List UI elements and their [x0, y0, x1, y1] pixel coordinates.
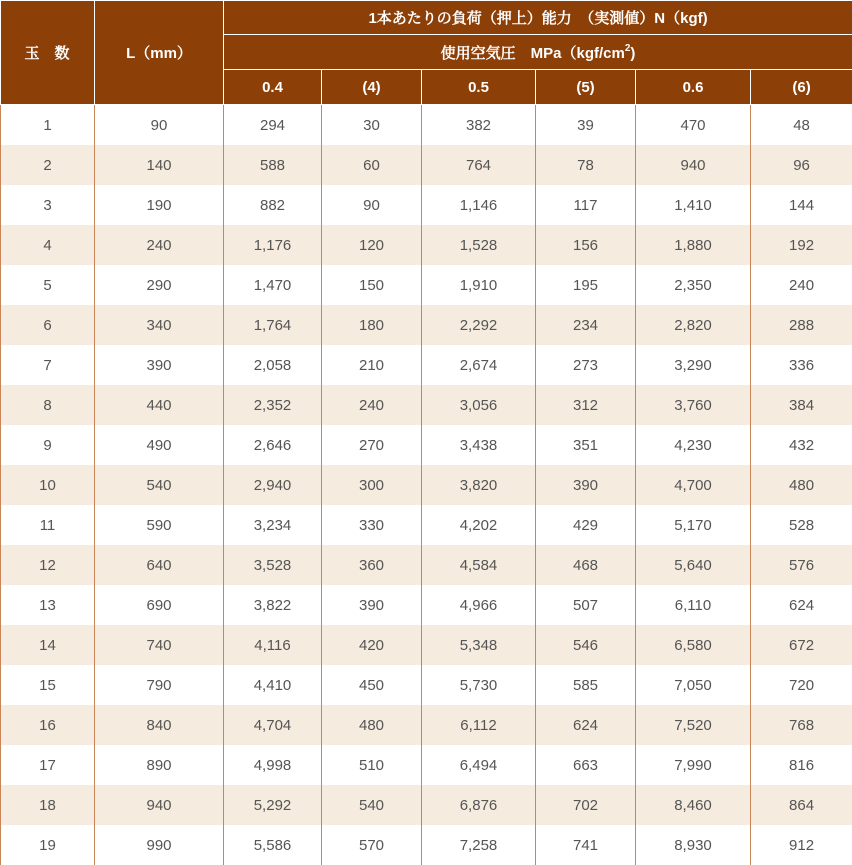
- load-0-6-cell: 5,170: [636, 505, 751, 545]
- load-0-5-cell: 5,348: [422, 625, 536, 665]
- load-6-cell: 576: [751, 545, 852, 585]
- load-0-5-cell: 6,112: [422, 705, 536, 745]
- load-5-cell: 468: [536, 545, 636, 585]
- table-row: [1, 425, 852, 465]
- load-4-cell: 90: [322, 185, 422, 225]
- load-4-cell: 360: [322, 545, 422, 585]
- load-0-4-cell: 2,646: [224, 425, 322, 465]
- load-6-cell: 96: [751, 145, 852, 185]
- table-row: [1, 185, 852, 225]
- ball-count-header-char-2: 数: [54, 45, 71, 62]
- load-0-5-cell: 1,910: [422, 265, 536, 305]
- load-0-5-cell: 2,292: [422, 305, 536, 345]
- load-6-cell: 48: [751, 105, 852, 146]
- load-5-cell: 156: [536, 225, 636, 265]
- ball-count-cell: 1: [1, 105, 95, 146]
- length-cell: 340: [95, 305, 224, 345]
- load-6-cell: 480: [751, 465, 852, 505]
- load-6-cell: 624: [751, 585, 852, 625]
- load-0-6-cell: 3,760: [636, 385, 751, 425]
- load-5-cell: 624: [536, 705, 636, 745]
- load-0-5-cell: 3,056: [422, 385, 536, 425]
- load-5-cell: 117: [536, 185, 636, 225]
- length-cell: 590: [95, 505, 224, 545]
- ball-count-cell: 18: [1, 785, 95, 825]
- load-0-4-cell: 1,176: [224, 225, 322, 265]
- table-row: [1, 225, 852, 265]
- load-6-cell: 192: [751, 225, 852, 265]
- load-0-4-cell: 294: [224, 105, 322, 146]
- load-0-6-cell: 6,110: [636, 585, 751, 625]
- load-0-4-cell: 1,764: [224, 305, 322, 345]
- load-5-cell: 273: [536, 345, 636, 385]
- length-header: L（mm）: [95, 1, 224, 105]
- pressure-column-header: (5): [536, 70, 636, 105]
- length-cell: 90: [95, 105, 224, 146]
- air-pressure-header-suffix: ): [630, 44, 636, 62]
- load-0-4-cell: 2,940: [224, 465, 322, 505]
- ball-count-cell: 4: [1, 225, 95, 265]
- length-cell: 240: [95, 225, 224, 265]
- pressure-column-header: (6): [751, 70, 852, 105]
- load-0-5-cell: 7,258: [422, 825, 536, 865]
- table-row: [1, 465, 852, 505]
- load-6-cell: 768: [751, 705, 852, 745]
- ball-count-cell: 11: [1, 505, 95, 545]
- load-0-5-cell: 2,674: [422, 345, 536, 385]
- load-6-cell: 912: [751, 825, 852, 865]
- load-0-6-cell: 7,050: [636, 665, 751, 705]
- load-capacity-group-header: 1本あたりの負荷（押上）能力 （実測値）N（kgf): [224, 1, 852, 35]
- load-6-cell: 240: [751, 265, 852, 305]
- table-row: [1, 345, 852, 385]
- load-6-cell: 384: [751, 385, 852, 425]
- load-0-6-cell: 6,580: [636, 625, 751, 665]
- load-0-6-cell: 470: [636, 105, 751, 146]
- table-header: [1, 1, 852, 105]
- load-0-6-cell: 940: [636, 145, 751, 185]
- load-0-6-cell: 7,990: [636, 745, 751, 785]
- load-5-cell: 312: [536, 385, 636, 425]
- load-6-cell: 672: [751, 625, 852, 665]
- length-cell: 540: [95, 465, 224, 505]
- load-4-cell: 150: [322, 265, 422, 305]
- load-0-6-cell: 2,350: [636, 265, 751, 305]
- load-4-cell: 510: [322, 745, 422, 785]
- load-0-6-cell: 4,700: [636, 465, 751, 505]
- load-5-cell: 585: [536, 665, 636, 705]
- load-0-4-cell: 4,116: [224, 625, 322, 665]
- load-0-5-cell: 3,820: [422, 465, 536, 505]
- length-cell: 790: [95, 665, 224, 705]
- length-cell: 640: [95, 545, 224, 585]
- load-0-5-cell: 4,202: [422, 505, 536, 545]
- ball-count-cell: 8: [1, 385, 95, 425]
- load-4-cell: 420: [322, 625, 422, 665]
- table-row: [1, 745, 852, 785]
- length-cell: 190: [95, 185, 224, 225]
- load-6-cell: 432: [751, 425, 852, 465]
- air-pressure-header: [224, 35, 852, 70]
- table-row: [1, 825, 852, 865]
- load-5-cell: 390: [536, 465, 636, 505]
- ball-count-cell: 14: [1, 625, 95, 665]
- load-4-cell: 390: [322, 585, 422, 625]
- length-cell: 940: [95, 785, 224, 825]
- load-5-cell: 429: [536, 505, 636, 545]
- load-5-cell: 663: [536, 745, 636, 785]
- length-cell: 440: [95, 385, 224, 425]
- load-4-cell: 60: [322, 145, 422, 185]
- length-cell: 140: [95, 145, 224, 185]
- load-6-cell: 288: [751, 305, 852, 345]
- load-4-cell: 30: [322, 105, 422, 146]
- table-row: [1, 665, 852, 705]
- ball-count-header: [1, 1, 95, 105]
- load-6-cell: 816: [751, 745, 852, 785]
- table-row: [1, 585, 852, 625]
- length-cell: 890: [95, 745, 224, 785]
- load-5-cell: 507: [536, 585, 636, 625]
- ball-count-cell: 3: [1, 185, 95, 225]
- table-row: [1, 705, 852, 745]
- load-4-cell: 180: [322, 305, 422, 345]
- ball-count-cell: 13: [1, 585, 95, 625]
- load-0-6-cell: 7,520: [636, 705, 751, 745]
- pressure-column-header: 0.4: [224, 70, 322, 105]
- load-5-cell: 39: [536, 105, 636, 146]
- table-row: [1, 625, 852, 665]
- load-0-4-cell: 2,058: [224, 345, 322, 385]
- load-0-5-cell: 4,584: [422, 545, 536, 585]
- load-0-5-cell: 382: [422, 105, 536, 146]
- pressure-column-header: 0.5: [422, 70, 536, 105]
- load-5-cell: 351: [536, 425, 636, 465]
- length-cell: 290: [95, 265, 224, 305]
- load-5-cell: 78: [536, 145, 636, 185]
- load-4-cell: 540: [322, 785, 422, 825]
- load-0-5-cell: 6,494: [422, 745, 536, 785]
- ball-count-cell: 19: [1, 825, 95, 865]
- length-cell: 690: [95, 585, 224, 625]
- load-6-cell: 720: [751, 665, 852, 705]
- table-row: [1, 145, 852, 185]
- load-0-4-cell: 4,410: [224, 665, 322, 705]
- ball-count-cell: 9: [1, 425, 95, 465]
- load-0-4-cell: 882: [224, 185, 322, 225]
- load-0-5-cell: 5,730: [422, 665, 536, 705]
- load-5-cell: 546: [536, 625, 636, 665]
- ball-count-cell: 2: [1, 145, 95, 185]
- length-cell: 390: [95, 345, 224, 385]
- load-5-cell: 702: [536, 785, 636, 825]
- load-0-4-cell: 1,470: [224, 265, 322, 305]
- load-4-cell: 240: [322, 385, 422, 425]
- load-4-cell: 450: [322, 665, 422, 705]
- table-row: [1, 105, 852, 146]
- load-4-cell: 570: [322, 825, 422, 865]
- air-pressure-header-superscript: 2: [624, 42, 631, 54]
- load-0-4-cell: 3,822: [224, 585, 322, 625]
- ball-count-cell: 10: [1, 465, 95, 505]
- ball-count-cell: 16: [1, 705, 95, 745]
- table-row: [1, 385, 852, 425]
- table-body: [1, 105, 852, 865]
- load-0-6-cell: 4,230: [636, 425, 751, 465]
- load-0-6-cell: 3,290: [636, 345, 751, 385]
- length-cell: 490: [95, 425, 224, 465]
- load-0-4-cell: 4,998: [224, 745, 322, 785]
- ball-count-cell: 17: [1, 745, 95, 785]
- load-0-4-cell: 4,704: [224, 705, 322, 745]
- load-4-cell: 330: [322, 505, 422, 545]
- load-4-cell: 270: [322, 425, 422, 465]
- table-row: [1, 265, 852, 305]
- pressure-column-header: 0.6: [636, 70, 751, 105]
- load-6-cell: 144: [751, 185, 852, 225]
- load-0-6-cell: 8,930: [636, 825, 751, 865]
- ball-count-cell: 6: [1, 305, 95, 345]
- load-0-5-cell: 3,438: [422, 425, 536, 465]
- load-0-5-cell: 4,966: [422, 585, 536, 625]
- table-row: [1, 545, 852, 585]
- air-pressure-header-prefix: 使用空気圧 MPa（kgf/cm: [440, 44, 625, 62]
- length-cell: 990: [95, 825, 224, 865]
- ball-count-cell: 5: [1, 265, 95, 305]
- table-row: [1, 305, 852, 345]
- load-0-6-cell: 1,410: [636, 185, 751, 225]
- load-6-cell: 336: [751, 345, 852, 385]
- load-0-5-cell: 1,528: [422, 225, 536, 265]
- ball-count-header-char-1: 玉: [24, 45, 41, 62]
- length-cell: 740: [95, 625, 224, 665]
- table-row: [1, 505, 852, 545]
- load-4-cell: 480: [322, 705, 422, 745]
- load-0-6-cell: 5,640: [636, 545, 751, 585]
- pressure-column-header: (4): [322, 70, 422, 105]
- load-5-cell: 234: [536, 305, 636, 345]
- ball-count-cell: 7: [1, 345, 95, 385]
- load-4-cell: 210: [322, 345, 422, 385]
- ball-count-cell: 12: [1, 545, 95, 585]
- load-4-cell: 300: [322, 465, 422, 505]
- load-0-4-cell: 3,528: [224, 545, 322, 585]
- load-0-5-cell: 764: [422, 145, 536, 185]
- table-row: [1, 785, 852, 825]
- load-0-4-cell: 3,234: [224, 505, 322, 545]
- load-0-6-cell: 8,460: [636, 785, 751, 825]
- ball-count-cell: 15: [1, 665, 95, 705]
- load-0-4-cell: 5,292: [224, 785, 322, 825]
- load-0-4-cell: 2,352: [224, 385, 322, 425]
- load-0-4-cell: 5,586: [224, 825, 322, 865]
- load-4-cell: 120: [322, 225, 422, 265]
- load-5-cell: 195: [536, 265, 636, 305]
- load-6-cell: 528: [751, 505, 852, 545]
- length-cell: 840: [95, 705, 224, 745]
- load-0-5-cell: 1,146: [422, 185, 536, 225]
- load-0-6-cell: 2,820: [636, 305, 751, 345]
- load-5-cell: 741: [536, 825, 636, 865]
- load-0-5-cell: 6,876: [422, 785, 536, 825]
- load-6-cell: 864: [751, 785, 852, 825]
- load-0-6-cell: 1,880: [636, 225, 751, 265]
- load-0-4-cell: 588: [224, 145, 322, 185]
